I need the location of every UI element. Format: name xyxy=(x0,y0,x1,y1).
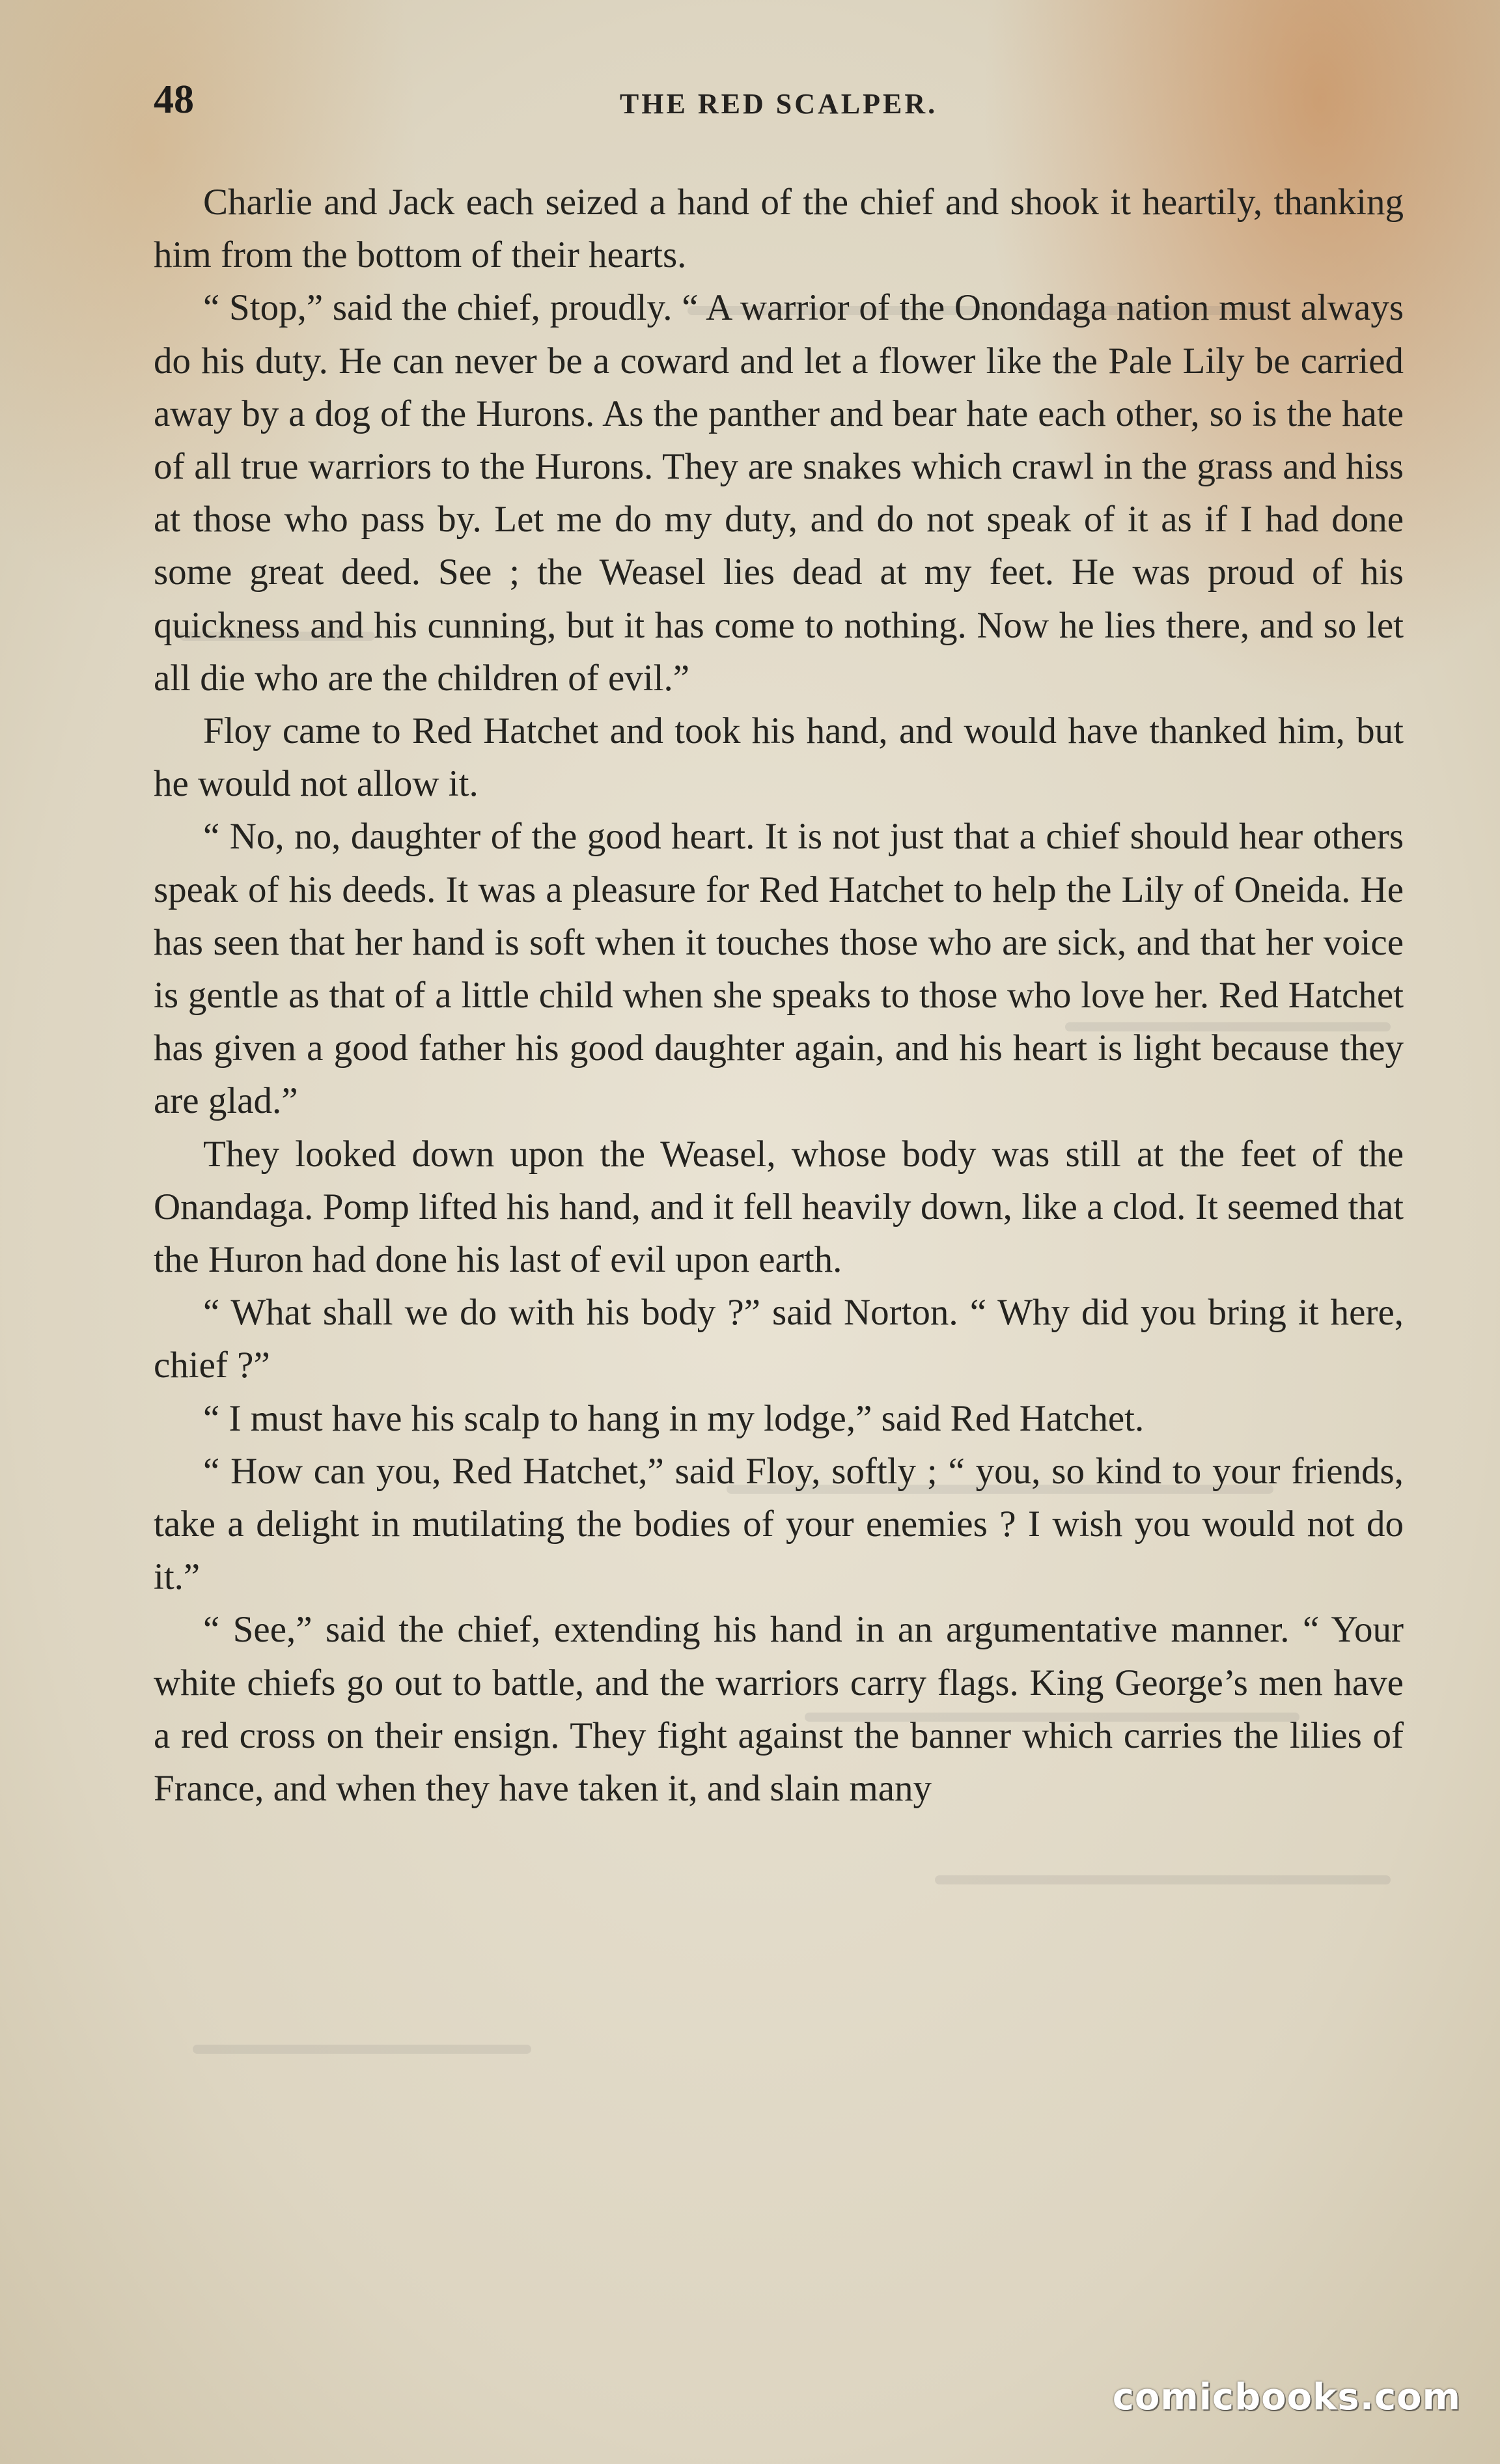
page-number: 48 xyxy=(154,77,194,122)
paragraph: “ See,” said the chief, extending his hand in an argumentative manner. “ Your white chiefs go out to battle, and the warriors carry flags. King George’s men have a red cross on their ensign. They fight against the banner which carries the lilies of France, and when they have taken it, and slain many xyxy=(154,1609,1404,1810)
running-head: THE RED SCALPER. xyxy=(619,88,938,120)
body-text xyxy=(154,176,1404,2299)
paragraph: “ How can you, Red Hatchet,” said Floy, softly ; “ you, so kind to your friends, take a delight in mutilating the bodies of your enemies ? I wish you would not do it.” xyxy=(154,1450,1404,1598)
paragraph: Charlie and Jack each seized a hand of the chief and shook it heartily, thanking him from the bottom of their hearts. xyxy=(154,182,1404,276)
paragraph: “ No, no, daughter of the good heart. It is not just that a chief should hear others speak of his deeds. It was a pleasure for Red Hatchet to help the Lily of Oneida. He has seen that her hand is soft when it touches those who are sick, and that her voice is gentle as that of a little child when she speaks to those who love her. Red Hatchet has given a good father his good daughter again, and his heart is light because they are glad.” xyxy=(154,816,1404,1122)
paragraph: “ Stop,” said the chief, proudly. “ A warrior of the Onondaga nation must always do his duty. He can never be a coward and let a flower like the Pale Lily be carried away by a dog of the Hurons. As the panther and bear hate each other, so is the hate of all true warriors to the Hurons. They are snakes which crawl in the grass and hiss at those who pass by. Let me do my duty, and do not speak of it as if I had done some great deed. See ; the Weasel lies dead at my feet. He was proud of his quickness and his cunning, but it has come to nothing. Now he lies there, and so let all die who are the children of evil.” xyxy=(154,287,1404,699)
page-header xyxy=(154,77,1404,135)
paragraph: “ I must have his scalp to hang in my lodge,” said Red Hatchet. xyxy=(203,1397,1145,1439)
paragraph: They looked down upon the Weasel, whose body was still at the feet of the Onandaga. Pomp lifted his hand, and it fell heavily down, like a clod. It seemed that the Huron had done his last of evil upon earth. xyxy=(154,1133,1404,1281)
paragraph: Floy came to Red Hatchet and took his hand, and would have thanked him, but he would not allow it. xyxy=(154,710,1404,805)
site-watermark: comicbooks.com xyxy=(1112,2376,1461,2418)
paragraph: “ What shall we do with his body ?” said Norton. “ Why did you bring it here, chief ?” xyxy=(154,1292,1404,1386)
